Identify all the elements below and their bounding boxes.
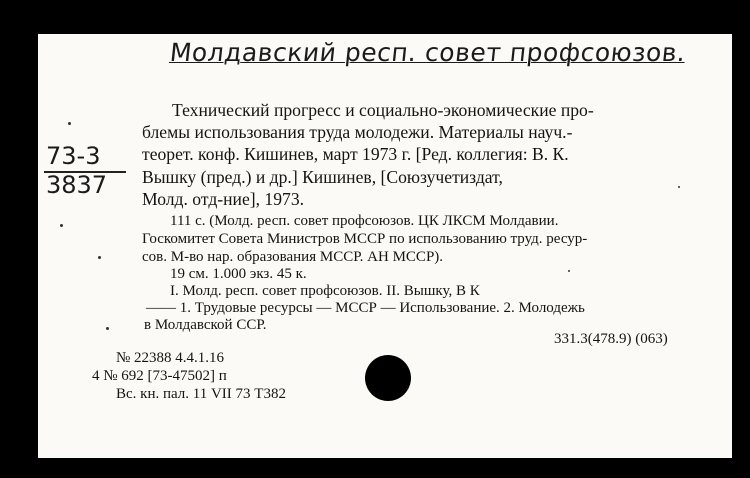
speck bbox=[106, 327, 109, 330]
call-number-top: 73-3 bbox=[46, 142, 101, 170]
call-number-bottom: 3837 bbox=[46, 171, 108, 199]
entry-line-11: —— 1. Трудовые ресурсы — МССР — Использование. 2. Молодежь bbox=[146, 300, 585, 316]
classification-index: 331.3(478.9) (063) bbox=[554, 331, 668, 347]
catalog-card bbox=[38, 34, 732, 458]
entry-line-3: теорет. конф. Кишинев, март 1973 г. [Ред. коллегия: В. К. bbox=[142, 144, 569, 164]
speck bbox=[98, 256, 101, 259]
entry-line-9: 19 см. 1.000 экз. 45 к. bbox=[170, 266, 307, 282]
entry-line-1: Технический прогресс и социально-экономические про- bbox=[172, 100, 594, 120]
entry-line-7: Госкомитет Совета Министров МССР по использованию труд. ресур- bbox=[142, 231, 588, 247]
speck bbox=[68, 122, 71, 125]
entry-line-8: сов. М-во нар. образования МССР. АН МССР). bbox=[142, 249, 444, 265]
entry-line-12: в Молдавской ССР. bbox=[144, 317, 267, 333]
entry-line-4: Вышку (пред.) и др.] Кишинев, [Союзучетиздат, bbox=[142, 167, 503, 187]
entry-line-2: блемы использования труда молодежи. Материалы науч.- bbox=[142, 122, 573, 142]
punch-hole bbox=[365, 355, 411, 401]
footer-line-3: Вс. кн. пал. 11 VII 73 Т382 bbox=[116, 386, 286, 402]
handwritten-heading: Молдавский респ. совет профсоюзов. bbox=[168, 38, 688, 67]
footer-line-2: 4 № 692 [73-47502] п bbox=[92, 368, 227, 384]
footer-line-1: № 22388 4.4.1.16 bbox=[116, 350, 225, 366]
entry-line-5: Молд. отд-ние], 1973. bbox=[142, 189, 305, 209]
speck bbox=[568, 270, 570, 272]
entry-line-6: 111 с. (Молд. респ. совет профсоюзов. ЦК ЛКСМ Молдавии. bbox=[170, 213, 559, 229]
entry-line-10: I. Молд. респ. совет профсоюзов. II. Вышку, В К bbox=[170, 283, 480, 299]
speck bbox=[60, 224, 63, 227]
speck bbox=[678, 186, 680, 188]
